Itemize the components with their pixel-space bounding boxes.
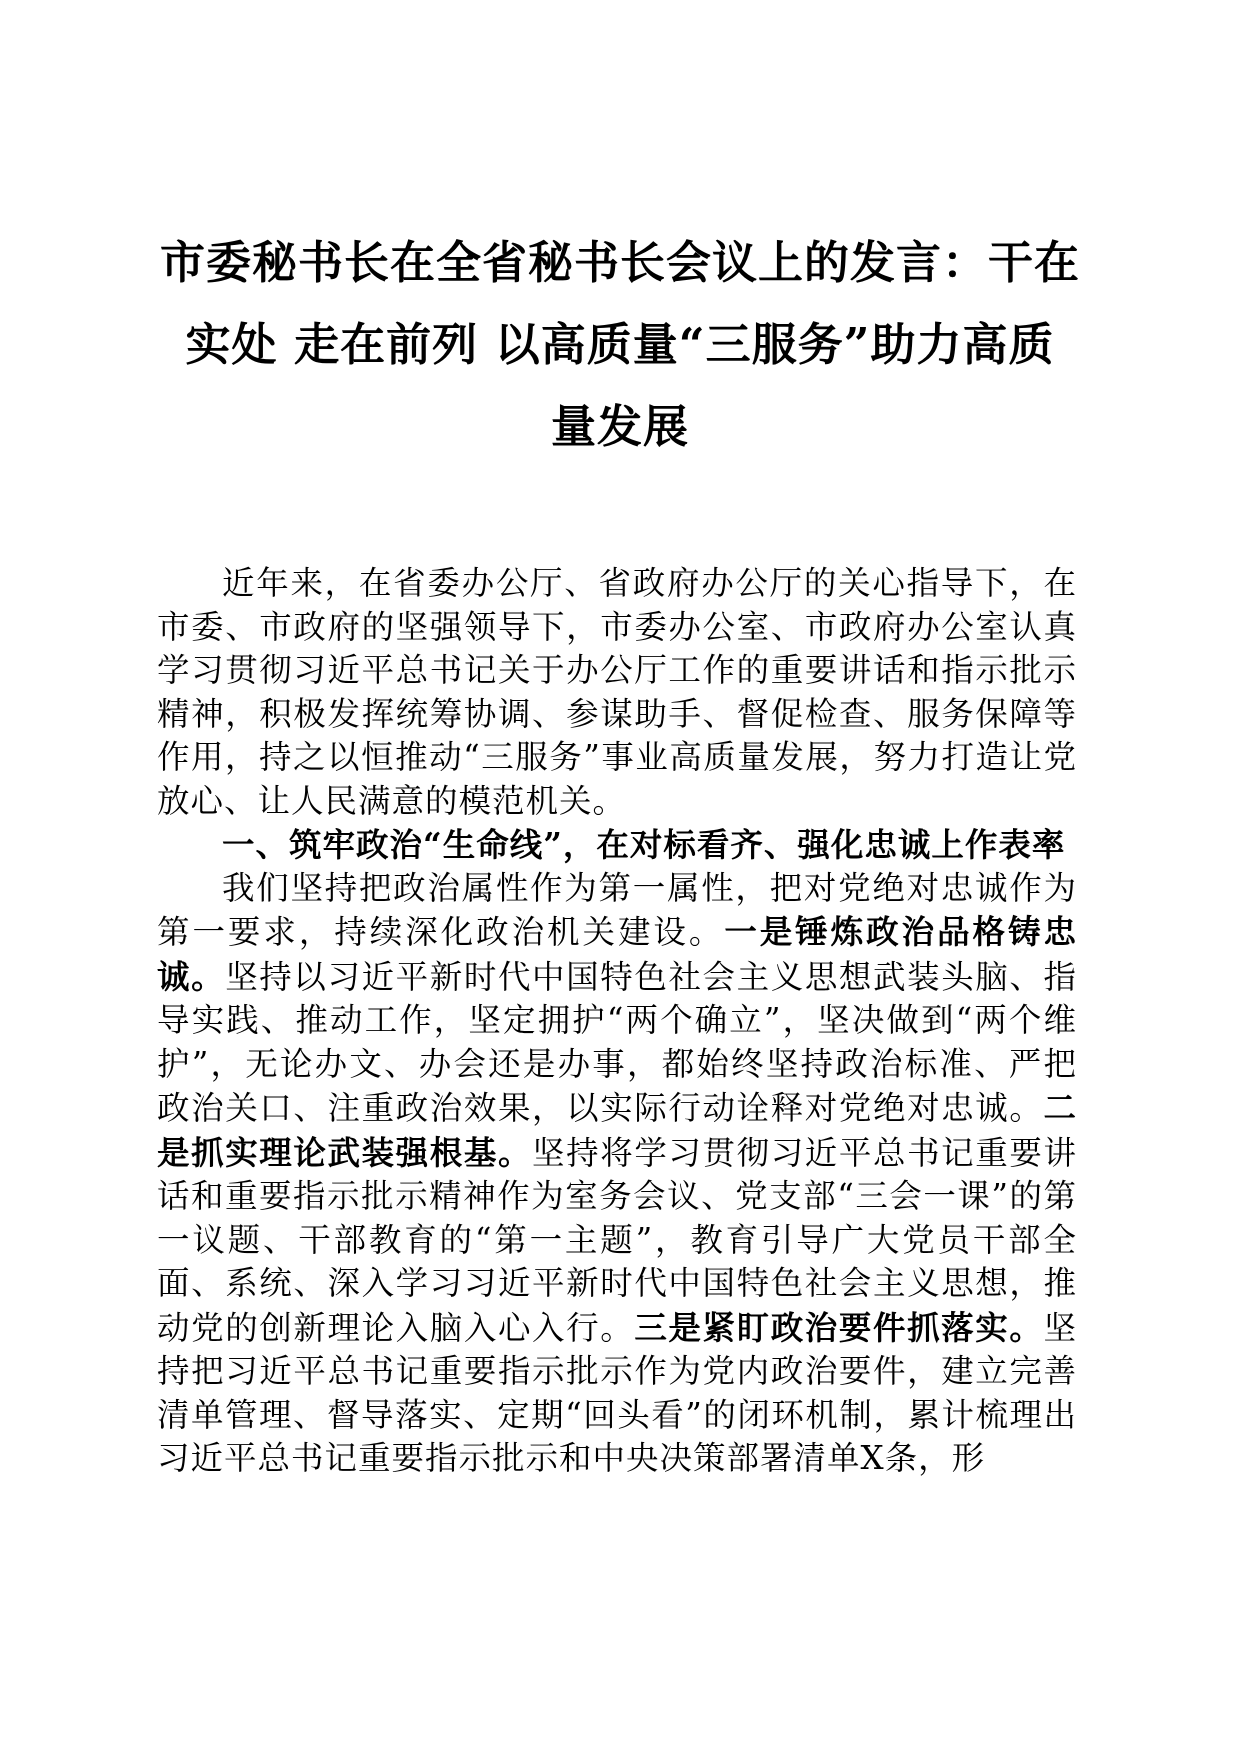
point-3-title: 三是紧盯政治要件抓落实。 bbox=[634, 1307, 1044, 1347]
document-title bbox=[150, 222, 1090, 468]
title-line-1: 市委秘书长在全省秘书长会议上的发言：干在 bbox=[159, 236, 1080, 289]
point-3-text: 坚持把习近平总书记重要指示批示作为党内政治要件，建立完善清单管理、督导落实、定期“回头看”的闭环机制，累计梳理出习近平总书记重要指示批示和中央决策部署清单X条，形 bbox=[157, 1308, 1077, 1477]
point-1-title: 一是锤炼政治品格铸忠诚。 bbox=[157, 912, 1077, 996]
title-line-3: 量发展 bbox=[550, 400, 689, 453]
point-2-title: 二是抓实理论武装强根基。 bbox=[157, 1088, 1077, 1172]
section-1-lead: 我们坚持把政治属性作为第一属性，把对党绝对忠诚作为第一要求，持续深化政治机关建设。 bbox=[157, 868, 1077, 951]
point-2-text: 坚持将学习贯彻习近平总书记重要讲话和重要指示批示精神作为室务会议、党支部“三会一课”的第一议题、干部教育的“第一主题”，教育引导广大党员干部全面、系统、深入学习习近平新时代中国特色社会主义思想，推动党的创新理论入脑入心入行。 bbox=[157, 1133, 1077, 1347]
document-body bbox=[157, 562, 1077, 1481]
title-line-2: 实处 走在前列 以高质量“三服务”助力高质 bbox=[185, 318, 1055, 371]
section-1-heading: 一、筑牢政治“生命线”，在对标看齐、强化忠诚上作表率 bbox=[222, 825, 1066, 864]
intro-paragraph: 近年来，在省委办公厅、省政府办公厅的关心指导下，在市委、市政府的坚强领导下，市委办公室、市政府办公室认真学习贯彻习近平总书记关于办公厅工作的重要讲话和指示批示精神，积极发挥统筹协调、参谋助手、督促检查、服务保障等作用，持之以恒推动“三服务”事业高质量发展，努力打造让党放心、让人民满意的模范机关。 bbox=[157, 564, 1077, 820]
point-1-text: 坚持以习近平新时代中国特色社会主义思想武装头脑、指导实践、推动工作，坚定拥护“两个确立”，坚决做到“两个维护”，无论办文、办会还是办事，都始终坚持政治标准、严把政治关口、注重政治效果，以实际行动诠释对党绝对忠诚。 bbox=[157, 957, 1077, 1127]
section-1-paragraph bbox=[157, 867, 1077, 1481]
